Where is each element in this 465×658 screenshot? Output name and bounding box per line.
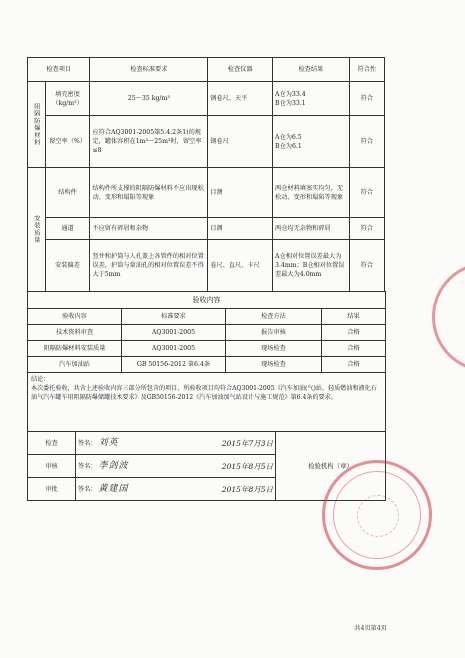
signature-date: 2015年8月5日 [221,484,273,494]
row-instrument: 目测 [208,168,273,218]
inspection-table [27,57,385,292]
header-conformity: 符合性 [349,58,384,82]
row-result: A仓为33.4 B仓为33.1 [273,82,350,116]
row-conformity: 符合 [349,240,384,292]
signature-label: 签名： [78,462,97,470]
acc-header-standard: 标准要求 [122,309,226,325]
row-instrument: 钢卷尺、天平 [208,82,273,116]
row-conformity: 符合 [349,116,384,168]
acc-standard: GB 50156-2012 第6.4条 [122,357,226,373]
row-result: 两仓均无杂物和碎屑 [273,218,350,240]
header-result: 检查结果 [273,58,350,82]
table-row [28,240,385,292]
handwritten-signature: 刘英 [98,437,119,448]
acc-method: 现场检查 [226,341,322,357]
acc-header-content: 验收内容 [28,309,122,325]
row-conformity: 符合 [349,168,384,218]
acc-content: 汽车加油站 [28,357,122,373]
row-standard: 竖井和护筒与人孔盖上各管件的相对位置误差，护筒与量油孔的相对位置误差不得大于5mm [90,240,208,292]
signature-role: 审批 [28,478,76,501]
signature-row [28,432,386,455]
handwritten-signature: 黄建国 [98,483,129,494]
row-item: 安装偏差 [45,240,90,292]
row-standard: 应符合AQ3001-2005第5.4.2条1)的规定，罐体容积在1m³～25m³时，留空率≤8 [90,116,208,168]
acceptance-title-row [28,292,386,309]
acc-content: 技术资料审查 [28,325,122,341]
table-row [28,325,386,341]
row-result: 两仓材料填塞实均匀，无松动、变形和塌陷等现象 [273,168,350,218]
page-footer: 共4页第4页 [354,625,387,632]
handwritten-signature: 李剑波 [98,460,129,471]
acc-result: 合格 [322,325,386,341]
signature-cell [76,455,276,478]
signature-date: 2015年7月3日 [221,438,273,448]
acceptance-header-row [28,309,386,325]
signature-label: 签名： [78,439,97,447]
signature-date: 2015年8月5日 [221,461,273,471]
seal-label: 检验机构（章） [308,461,353,470]
document-page [27,57,385,501]
row-item: 留空率（%） [45,116,90,168]
signature-cell [76,432,276,455]
group-label-installation: 安装质量 [28,168,46,292]
row-result: A仓为6.5 B仓为6.1 [273,116,350,168]
header-instrument: 检查仪器 [208,58,273,82]
row-conformity: 符合 [349,82,384,116]
acc-method: 报告审核 [226,325,322,341]
acc-standard: AQ3001-2005 [122,341,226,357]
table-row [28,357,386,373]
acc-header-result: 结果 [322,309,386,325]
conclusion-label: 结论： [31,376,50,383]
row-conformity: 符合 [349,218,384,240]
table-row [28,218,385,240]
table-row [28,341,386,357]
conclusion-row [28,373,386,432]
row-item: 通道 [45,218,90,240]
acc-method: 现场检查 [226,357,322,373]
row-instrument: 钢卷尺 [208,116,273,168]
acc-result: 合格 [322,341,386,357]
header-standard: 检查标准要求 [90,58,208,82]
conclusion-cell [28,373,386,432]
group-label-material: 阻隔防爆材料 [28,82,46,168]
row-result: A仓相对位置误差最大为3.4mm；B仓相对位置误差最大为4.0mm [273,240,350,292]
inspection-header-row [28,58,385,82]
acceptance-table [27,291,386,432]
row-instrument: 卷尺、直尺、卡尺 [208,240,273,292]
row-instrument: 目测 [208,218,273,240]
row-standard: 不应留有碎屑和杂物 [90,218,208,240]
conclusion-text: 本次委托验收，共含上述验收内容三部分所包含的项目，所验收项目均符合AQ3001-2005《汽车加油(气)站、轻质燃油和液化石油气汽车罐车用阻隔防爆储罐技术要求》及GB50156-2012《汽车加油加气站设计与施工规范》第6.4条的要求。 [31,385,377,401]
seal-stamp-center [357,495,399,537]
row-item: 填充密度（kg/m³） [45,82,90,116]
acceptance-title: 验收内容 [28,292,386,309]
table-row [28,82,385,116]
inspection-seal-stamp [322,460,432,570]
acc-header-method: 检查方法 [226,309,322,325]
row-standard: 结构件所支撑的阻隔防爆材料不应出现松动、变形和塌陷等现象 [90,168,208,218]
signature-label: 签名： [78,485,97,493]
table-row [28,116,385,168]
signature-cell [76,478,276,501]
acc-content: 阻隔防爆材料安装质量 [28,341,122,357]
row-item: 结构件 [45,168,90,218]
acc-result: 合格 [322,357,386,373]
signature-role: 检查 [28,432,76,455]
seal-stamp-edge [432,262,465,372]
signature-role: 审核 [28,455,76,478]
table-row [28,168,385,218]
header-item: 检查项目 [28,58,90,82]
row-standard: 25～35 kg/m³ [90,82,208,116]
acc-standard: AQ3001-2005 [122,325,226,341]
